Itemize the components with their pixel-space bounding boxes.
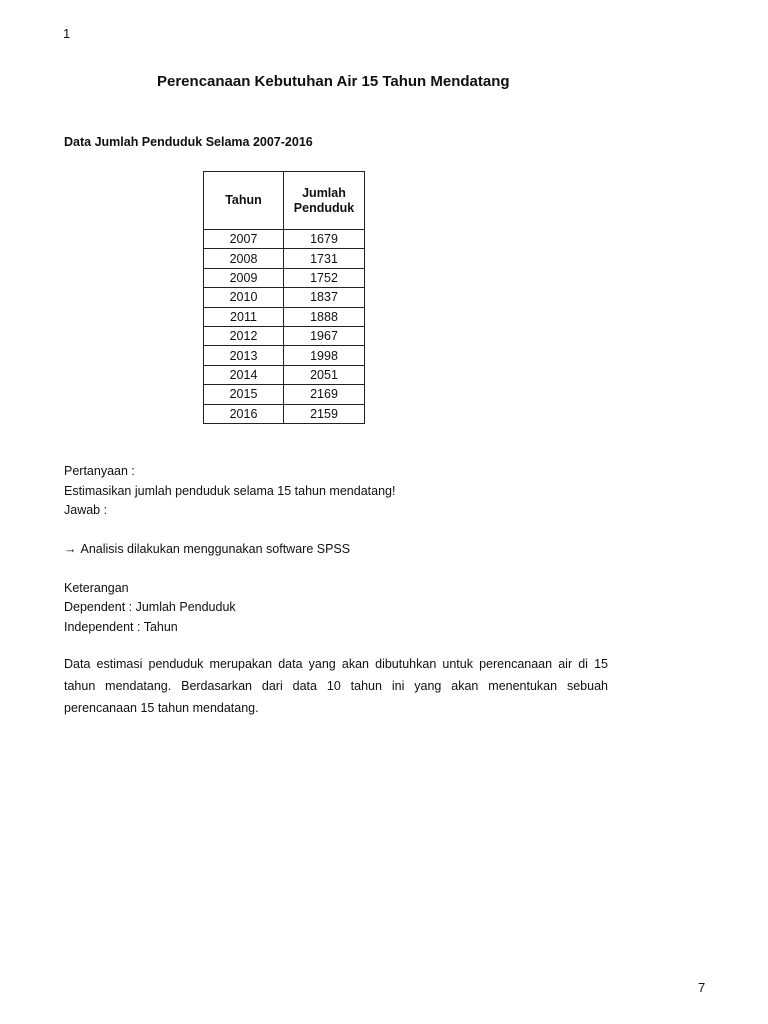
year-cell: 2016 — [204, 404, 284, 423]
dependent-variable: Dependent : Jumlah Penduduk — [64, 600, 236, 614]
year-cell: 2015 — [204, 385, 284, 404]
population-cell: 1888 — [284, 307, 365, 326]
population-cell: 2051 — [284, 365, 365, 384]
explanation-paragraph: Data estimasi penduduk merupakan data yang akan dibutuhkan untuk perencanaan air di 15 tahun mendatang. Berdasarkan dari data 10 tahun ini yang akan menentukan sebuah perencanaan 15 tahun mendatang. — [64, 657, 608, 715]
table-row — [204, 249, 365, 268]
table-row — [204, 404, 365, 423]
table-row — [204, 268, 365, 287]
analysis-line — [64, 542, 350, 556]
table-caption: Data Jumlah Penduduk Selama 2007-2016 — [64, 135, 313, 149]
analysis-text: Analisis dilakukan menggunakan software SPSS — [80, 542, 351, 556]
table-header-row — [204, 172, 365, 230]
document-title: Perencanaan Kebutuhan Air 15 Tahun Mendatang — [157, 73, 510, 90]
question-label: Pertanyaan : — [64, 464, 135, 478]
population-cell: 1679 — [284, 230, 365, 249]
question-text: Estimasikan jumlah penduduk selama 15 tahun mendatang! — [64, 484, 396, 498]
population-cell: 2159 — [284, 404, 365, 423]
population-cell: 1752 — [284, 268, 365, 287]
year-cell: 2011 — [204, 307, 284, 326]
table-row — [204, 326, 365, 345]
right-arrow-icon: → — [64, 542, 77, 556]
year-cell: 2010 — [204, 288, 284, 307]
table-row — [204, 385, 365, 404]
year-cell: 2012 — [204, 326, 284, 345]
notes-label: Keterangan — [64, 581, 129, 595]
column-header-population: Jumlah Penduduk — [284, 172, 365, 230]
table-row — [204, 288, 365, 307]
population-cell: 2169 — [284, 385, 365, 404]
population-cell: 1967 — [284, 326, 365, 345]
page-number-top: 1 — [63, 26, 71, 41]
year-cell: 2008 — [204, 249, 284, 268]
table-row — [204, 346, 365, 365]
answer-label: Jawab : — [64, 503, 108, 517]
page-number-bottom: 7 — [698, 980, 706, 995]
population-cell: 1837 — [284, 288, 365, 307]
year-cell: 2013 — [204, 346, 284, 365]
population-cell: 1731 — [284, 249, 365, 268]
table-row — [204, 307, 365, 326]
year-cell: 2014 — [204, 365, 284, 384]
table-row — [204, 230, 365, 249]
year-cell: 2007 — [204, 230, 284, 249]
independent-variable: Independent : Tahun — [64, 620, 178, 634]
population-cell: 1998 — [284, 346, 365, 365]
column-header-year: Tahun — [204, 172, 284, 230]
table-row — [204, 365, 365, 384]
year-cell: 2009 — [204, 268, 284, 287]
population-table — [203, 171, 365, 424]
